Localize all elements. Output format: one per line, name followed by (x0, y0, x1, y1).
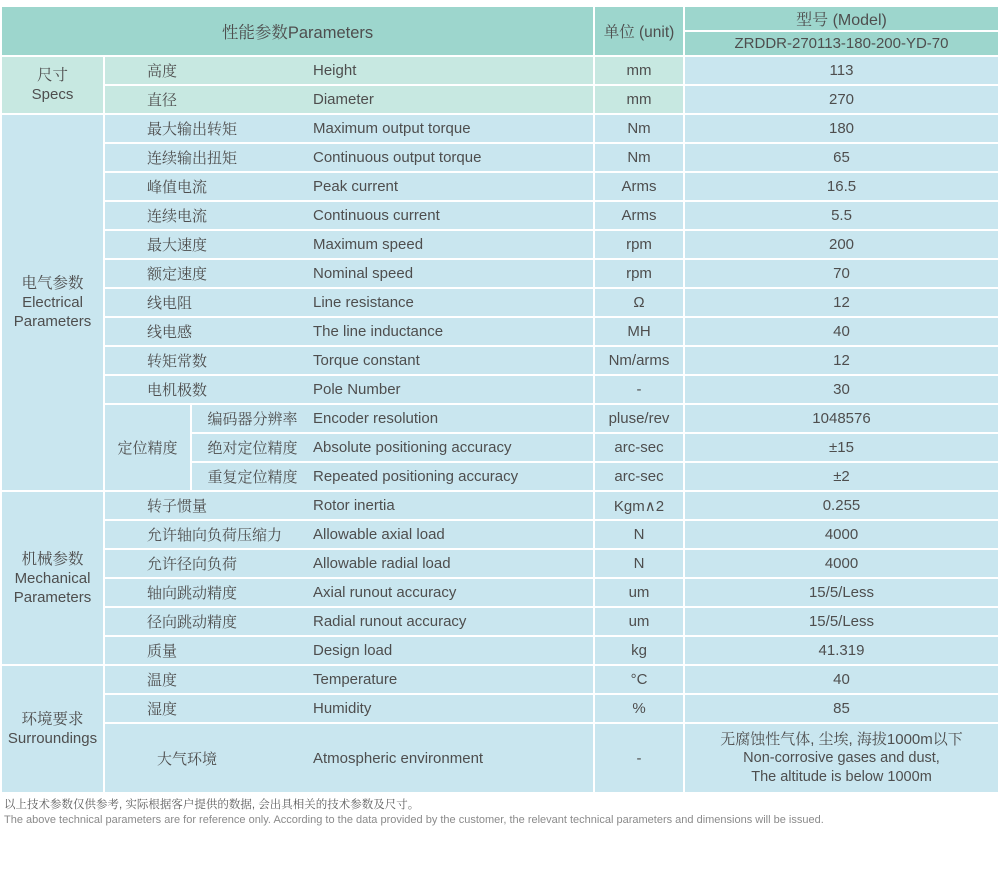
table-row (1, 636, 998, 665)
unit-cell: um (594, 578, 684, 607)
param-en: Torque constant (313, 352, 420, 369)
param-zh: 最大输出转矩 (147, 121, 238, 138)
table-row (1, 143, 998, 172)
value-cell: 16.5 (684, 172, 998, 201)
unit-cell: % (594, 694, 684, 723)
param-zh: 编码器分辨率 (207, 411, 298, 428)
param-cell (104, 723, 594, 793)
param-cell (191, 433, 594, 462)
value-cell: 40 (684, 665, 998, 694)
unit-header: 单位 (unit) (594, 6, 684, 56)
param-en: Allowable radial load (313, 555, 451, 572)
value-cell: 270 (684, 85, 998, 114)
param-en: Line resistance (313, 294, 414, 311)
category-zh: 电气参数 (21, 275, 84, 292)
param-en: Pole Number (313, 381, 401, 398)
param-en: Allowable axial load (313, 526, 445, 543)
param-cell (104, 230, 594, 259)
param-en: Atmospheric environment (313, 749, 484, 767)
table-row (1, 346, 998, 375)
category-cell-surroundings (1, 665, 104, 793)
unit-cell: - (594, 375, 684, 404)
param-cell (104, 491, 594, 520)
table-row (1, 723, 998, 793)
param-en: Design load (313, 642, 393, 659)
header-row (1, 6, 998, 31)
spec-table (0, 5, 998, 794)
param-cell (104, 317, 594, 346)
model-number: ZRDDR-270113-180-200-YD-70 (684, 31, 998, 56)
param-en: Axial runout accuracy (313, 584, 457, 601)
category-en: Mechanical Parameters (13, 569, 92, 606)
param-zh: 温度 (147, 672, 178, 689)
unit-cell: mm (594, 85, 684, 114)
param-cell (104, 56, 594, 85)
value-cell: 180 (684, 114, 998, 143)
param-zh: 湿度 (147, 701, 178, 718)
table-row (1, 85, 998, 114)
table-row (1, 607, 998, 636)
value-line-en-1: Non-corrosive gases and dust, (743, 749, 940, 766)
param-zh: 绝对定位精度 (207, 440, 298, 457)
value-cell: 40 (684, 317, 998, 346)
param-en: Continuous current (313, 207, 440, 224)
value-cell: 1048576 (684, 404, 998, 433)
param-en: Encoder resolution (313, 410, 439, 427)
unit-cell: arc-sec (594, 462, 684, 491)
category-zh: 尺寸 (36, 67, 68, 84)
param-zh: 转矩常数 (147, 353, 208, 370)
unit-cell: rpm (594, 230, 684, 259)
unit-cell: rpm (594, 259, 684, 288)
unit-cell: Ω (594, 288, 684, 317)
unit-cell: N (594, 520, 684, 549)
table-row (1, 172, 998, 201)
table-row (1, 549, 998, 578)
unit-cell: Nm/arms (594, 346, 684, 375)
param-cell (104, 375, 594, 404)
unit-cell: - (594, 723, 684, 793)
category-en: Specs (31, 86, 74, 103)
param-cell (104, 288, 594, 317)
value-cell: 85 (684, 694, 998, 723)
table-row (1, 56, 998, 85)
param-en: Maximum speed (313, 236, 424, 253)
param-en: Height (313, 62, 357, 79)
param-cell (104, 636, 594, 665)
unit-cell: Nm (594, 143, 684, 172)
value-cell: 0.255 (684, 491, 998, 520)
table-row (1, 491, 998, 520)
category-en: Surroundings (7, 730, 98, 747)
table-row (1, 665, 998, 694)
param-zh: 额定速度 (147, 266, 208, 283)
param-zh: 连续输出扭矩 (147, 150, 238, 167)
value-cell: ±15 (684, 433, 998, 462)
param-cell (104, 114, 594, 143)
param-zh: 线电阻 (147, 295, 193, 312)
value-cell: 12 (684, 346, 998, 375)
param-en: The line inductance (313, 323, 444, 340)
table-row (1, 578, 998, 607)
category-en: Electrical Parameters (13, 294, 92, 330)
param-zh: 转子惯量 (147, 498, 208, 515)
param-cell (104, 607, 594, 636)
subcategory-cell-positioning-accuracy: 定位精度 (104, 404, 191, 491)
param-cell (191, 462, 594, 491)
category-zh: 环境要求 (21, 711, 84, 728)
table-row (1, 114, 998, 143)
param-cell (104, 665, 594, 694)
param-zh: 电机极数 (147, 382, 208, 399)
param-en: Temperature (313, 671, 398, 688)
value-cell (684, 723, 998, 793)
param-zh: 峰值电流 (147, 179, 208, 196)
param-en: Humidity (313, 700, 372, 717)
unit-cell: arc-sec (594, 433, 684, 462)
table-row (1, 201, 998, 230)
footnote (4, 798, 998, 827)
value-cell: 65 (684, 143, 998, 172)
param-zh: 允许径向负荷 (147, 556, 238, 573)
value-cell: 15/5/Less (684, 607, 998, 636)
unit-cell: Arms (594, 172, 684, 201)
table-row (1, 375, 998, 404)
category-cell-specs (1, 56, 104, 114)
param-en: Diameter (313, 91, 374, 108)
param-zh: 质量 (147, 643, 178, 660)
param-en: Nominal speed (313, 265, 414, 282)
param-en: Absolute positioning accuracy (313, 439, 512, 456)
value-cell: 200 (684, 230, 998, 259)
table-row (1, 694, 998, 723)
table-row (1, 259, 998, 288)
unit-cell: um (594, 607, 684, 636)
unit-cell: °C (594, 665, 684, 694)
param-cell (104, 143, 594, 172)
unit-cell: Kgm∧2 (594, 491, 684, 520)
param-cell (104, 259, 594, 288)
unit-cell: Nm (594, 114, 684, 143)
value-cell: 4000 (684, 549, 998, 578)
value-cell: 5.5 (684, 201, 998, 230)
value-line-en-2: The altitude is below 1000m (751, 768, 932, 785)
model-header: 型号 (Model) (684, 6, 998, 31)
table-row (1, 230, 998, 259)
param-zh: 连续电流 (147, 208, 208, 225)
param-en: Peak current (313, 178, 399, 195)
param-cell (191, 404, 594, 433)
value-cell: 15/5/Less (684, 578, 998, 607)
param-en: Continuous output torque (313, 149, 482, 166)
table-row (1, 317, 998, 346)
unit-cell: mm (594, 56, 684, 85)
value-cell: 4000 (684, 520, 998, 549)
parameters-header: 性能参数Parameters (1, 6, 594, 56)
value-cell: 12 (684, 288, 998, 317)
param-cell (104, 201, 594, 230)
value-cell: 113 (684, 56, 998, 85)
table-row (1, 520, 998, 549)
param-zh: 大气环境 (157, 750, 218, 768)
param-en: Rotor inertia (313, 497, 395, 514)
value-cell: 70 (684, 259, 998, 288)
param-zh: 轴向跳动精度 (147, 585, 238, 602)
value-cell: ±2 (684, 462, 998, 491)
unit-cell: N (594, 549, 684, 578)
param-cell (104, 85, 594, 114)
category-cell-mechanical (1, 491, 104, 665)
param-en: Radial runout accuracy (313, 613, 467, 630)
param-cell (104, 694, 594, 723)
unit-cell: pluse/rev (594, 404, 684, 433)
param-cell (104, 520, 594, 549)
param-zh: 径向跳动精度 (147, 614, 238, 631)
value-line-zh: 无腐蚀性气体, 尘埃, 海拔1000m以下 (720, 730, 963, 748)
param-en: Maximum output torque (313, 120, 471, 137)
value-cell: 41.319 (684, 636, 998, 665)
footnote-zh: 以上技术参数仅供参考, 实际根据客户提供的数据, 会出具相关的技术参数及尺寸。 (4, 799, 420, 811)
param-en: Repeated positioning accuracy (313, 468, 519, 485)
footnote-en: The above technical parameters are for reference only. According to the data provided by the customer, the relevant technical parameters and dimensions will be issued. (4, 814, 824, 826)
param-zh: 直径 (147, 92, 178, 109)
unit-cell: kg (594, 636, 684, 665)
table-row (1, 404, 998, 433)
param-cell (104, 578, 594, 607)
param-cell (104, 172, 594, 201)
unit-cell: Arms (594, 201, 684, 230)
param-cell (104, 346, 594, 375)
category-zh: 机械参数 (21, 550, 84, 568)
param-zh: 高度 (147, 63, 178, 80)
table-row (1, 288, 998, 317)
category-cell-electrical (1, 114, 104, 491)
unit-cell: MH (594, 317, 684, 346)
value-cell: 30 (684, 375, 998, 404)
param-zh: 允许轴向负荷压缩力 (147, 527, 283, 544)
param-zh: 线电感 (147, 324, 193, 341)
param-cell (104, 549, 594, 578)
param-zh: 最大速度 (147, 237, 208, 254)
param-zh: 重复定位精度 (207, 469, 298, 486)
